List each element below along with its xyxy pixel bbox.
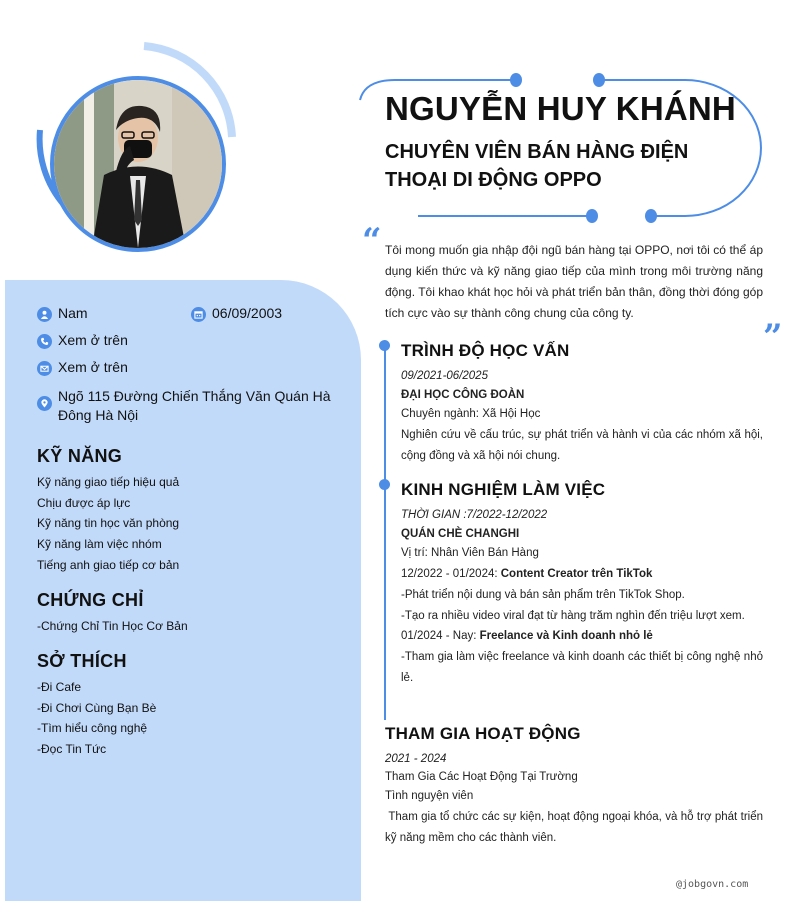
timeline-dot (379, 340, 390, 351)
experience-position: Vị trí: Nhân Viên Bán Hàng (401, 547, 539, 559)
contact-phone (37, 332, 128, 349)
education-description: Nghiên cứu về cấu trúc, sự phát triển và hành vi của các nhóm xã hội, cộng đồng và xã hội nói chung. (401, 429, 763, 462)
contact-dob (191, 305, 282, 322)
skills-title: KỸ NĂNG (37, 446, 123, 466)
hobby-item: -Đi Chơi Cùng Bạn Bè (37, 700, 157, 715)
gender-value: Nam (58, 305, 88, 321)
close-quote-icon: ” (763, 317, 783, 357)
mail-icon (37, 361, 52, 376)
avatar-container (36, 40, 246, 250)
avatar (50, 76, 226, 252)
calendar-icon (191, 307, 206, 322)
certificates-title: CHỨNG CHỈ (37, 590, 144, 610)
education-title: TRÌNH ĐỘ HỌC VẤN (401, 341, 570, 360)
skill-item: Kỹ năng làm việc nhóm (37, 537, 162, 552)
phone-icon (37, 334, 52, 349)
hobbies-title: SỞ THÍCH (37, 651, 127, 671)
education-school: ĐẠI HỌC CÔNG ĐOÀN (401, 389, 525, 401)
contact-gender (37, 305, 88, 322)
email-value: Xem ở trên (58, 359, 128, 375)
hobby-item: -Tìm hiểu công nghệ (37, 721, 148, 736)
experience-title: KINH NGHIỆM LÀM VIỆC (401, 480, 606, 499)
job-title: CHUYÊN VIÊN BÁN HÀNG ĐIỆN THOẠI DI ĐỘNG OPPO (385, 141, 689, 191)
education-period: 09/2021-06/2025 (401, 370, 488, 382)
person-icon (37, 307, 52, 322)
job2-line2: -Tạo ra nhiều video viral đạt từ hàng trăm nghìn đến triệu lượt xem. (401, 610, 745, 622)
hobbies-list (37, 677, 156, 760)
skill-item: Tiếng anh giao tiếp cơ bản (37, 557, 180, 572)
career-objective: Tôi mong muốn gia nhập đội ngũ bán hàng tại OPPO, nơi tôi có thể áp dụng kiến thức và kỹ năng giao tiếp của mình trong môi trường năng động. Tôi khao khát học hỏi và phát triển bản thân, đồng thời đóng góp tích cực vào sự thành công chung của công ty. (385, 243, 763, 320)
timeline-dot (379, 479, 390, 490)
job3-period: 01/2024 - Nay: (401, 630, 480, 642)
experience-company: QUÁN CHÈ CHANGHI (401, 528, 520, 540)
contact-email (37, 359, 128, 376)
skill-item: Chịu được áp lực (37, 495, 131, 510)
skills-list (37, 472, 179, 576)
activities-line2: Tình nguyện viên (385, 790, 474, 802)
job2-title: Content Creator trên TikTok (500, 568, 653, 580)
experience-job2 (401, 564, 652, 584)
dob-value: 06/09/2003 (212, 305, 283, 321)
job2-period: 12/2022 - 01/2024: (401, 568, 501, 580)
watermark: @jobgovn.com (676, 879, 749, 890)
phone-value: Xem ở trên (58, 332, 128, 348)
certificate-item: -Chứng Chỉ Tin Học Cơ Bản (37, 619, 188, 633)
activities-description: Tham gia tổ chức các sự kiện, hoạt động ngoại khóa, và hỗ trợ phát triển kỹ năng mềm cho các thành viên. (385, 811, 767, 844)
activities-title: THAM GIA HOẠT ĐỘNG (385, 724, 581, 743)
skill-item: Kỹ năng tin học văn phòng (37, 516, 180, 531)
education-major: Chuyên ngành: Xã Hội Học (401, 408, 541, 420)
experience-job3 (401, 626, 653, 646)
hobby-item: -Đi Cafe (37, 680, 82, 694)
certificates-list (37, 616, 188, 637)
job3-title: Freelance và Kinh doanh nhỏ lẻ (479, 630, 653, 642)
contact-address (37, 387, 337, 425)
job3-line1: -Tham gia làm việc freelance và kinh doanh các thiết bị công nghệ nhỏ lẻ. (401, 651, 763, 684)
open-quote-icon: “ (362, 221, 382, 261)
hobby-item: -Đọc Tin Tức (37, 742, 107, 757)
experience-period: THỜI GIAN :7/2022-12/2022 (401, 509, 548, 521)
candidate-name: NGUYỄN HUY KHÁNH (385, 90, 736, 127)
activities-line1: Tham Gia Các Hoạt Động Tại Trường (385, 771, 578, 783)
timeline-line (384, 345, 386, 720)
location-pin-icon (37, 396, 52, 411)
activities-period: 2021 - 2024 (385, 753, 447, 765)
skill-item: Kỹ năng giao tiếp hiệu quả (37, 475, 180, 489)
address-value: Ngõ 115 Đường Chiến Thắng Văn Quán Hà Đông Hà Nội (58, 388, 331, 423)
job2-line1: -Phát triển nội dung và bán sản phẩm trên TikTok Shop. (401, 589, 685, 601)
